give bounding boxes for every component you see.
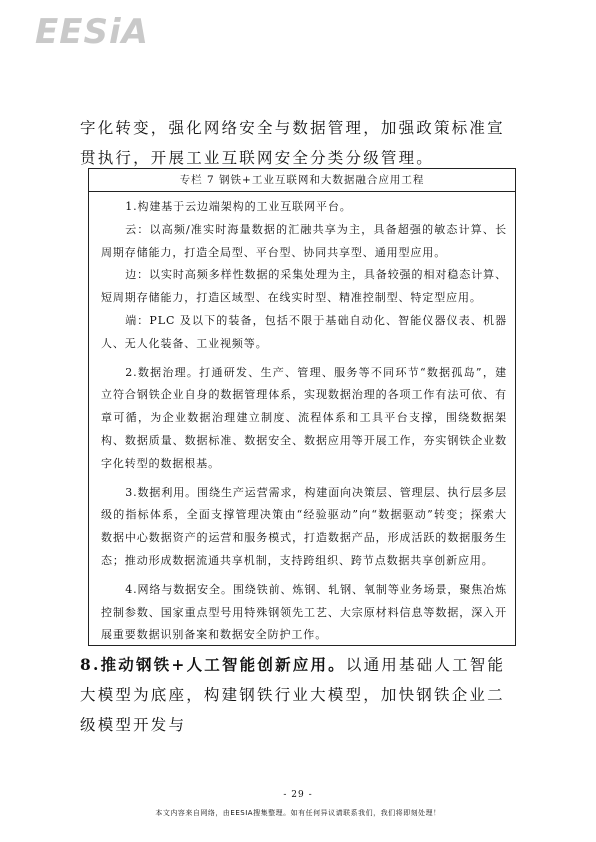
feature-box-body (89, 192, 515, 647)
box-paragraph-governance: 2.数据治理。打通研发、生产、管理、服务等不同环节“数据孤岛”，建立符合钢铁企业自身的数据管理体系，实现数据治理的各项工作有法可依、有章可循，为企业数据治理建立制度、流程体系和工具平台支撑，围绕数据架构、数据质量、数据标准、数据安全、数据应用等开展工作，夯实钢铁企业数字化转型的数据根基。 (101, 365, 507, 470)
page-number: - 29 - (283, 790, 313, 800)
intro-paragraph: 字化转变，强化网络安全与数据管理，加强政策标准宣贯执行，开展工业互联网安全分类分级管理。 (80, 119, 505, 167)
closing-paragraph-text: 以通用基础人工智能大模型为底座，构建钢铁行业大模型，加快钢铁企业二级模型开发与 (80, 656, 506, 734)
box-paragraph-platform: 1.构建基于云边端架构的工业互联网平台。 (125, 200, 352, 213)
box-paragraph-edge: 边：以实时高频多样性数据的采集处理为主，具备较强的相对稳态计算、短周期存储能力，打造区域型、在线实时型、精准控制型、特定型应用。 (101, 268, 507, 305)
feature-box (88, 168, 516, 646)
box-paragraph-cloud: 云：以高频/准实时海量数据的汇融共享为主，具备超强的敏态计算、长周期存储能力，打造全局型、平台型、协同共享型、通用型应用。 (101, 222, 507, 259)
closing-paragraph (80, 650, 520, 740)
box-paragraph-end: 端：PLC 及以下的装备，包括不限于基础自动化、智能仪器仪表、机器人、无人化装备、工业视频等。 (101, 313, 507, 350)
footer-disclaimer: 本文内容来自网络，由EESIA搜集整理。如有任何异议请联系我们，我们将即刻处理！ (155, 809, 441, 817)
box-paragraph-security: 4.网络与数据安全。围绕铁前、炼钢、轧钢、氧制等业务场景，聚焦冶炼控制参数、国家重点型号用特殊钢领先工艺、大宗原材料信息等数据，深入开展重要数据识别备案和数据安全防护工作。 (101, 582, 507, 642)
eesia-logo: EESiA (35, 12, 149, 52)
feature-box-title: 专栏 7 钢铁+工业互联网和大数据融合应用工程 (89, 169, 515, 192)
closing-paragraph-lead: 8.推动钢铁+人工智能创新应用。 (80, 655, 346, 674)
box-paragraph-utilization: 3.数据利用。围绕生产运营需求，构建面向决策层、管理层、执行层多层级的指标体系，全面支撑管理决策由“经验驱动”向“数据驱动”转变；探索大数据中心数据资产的运营和服务模式，打造数据产品，形成活跃的数据服务生态；推动形成数据流通共享机制，支持跨组织、跨节点数据共享创新应用。 (101, 485, 507, 567)
